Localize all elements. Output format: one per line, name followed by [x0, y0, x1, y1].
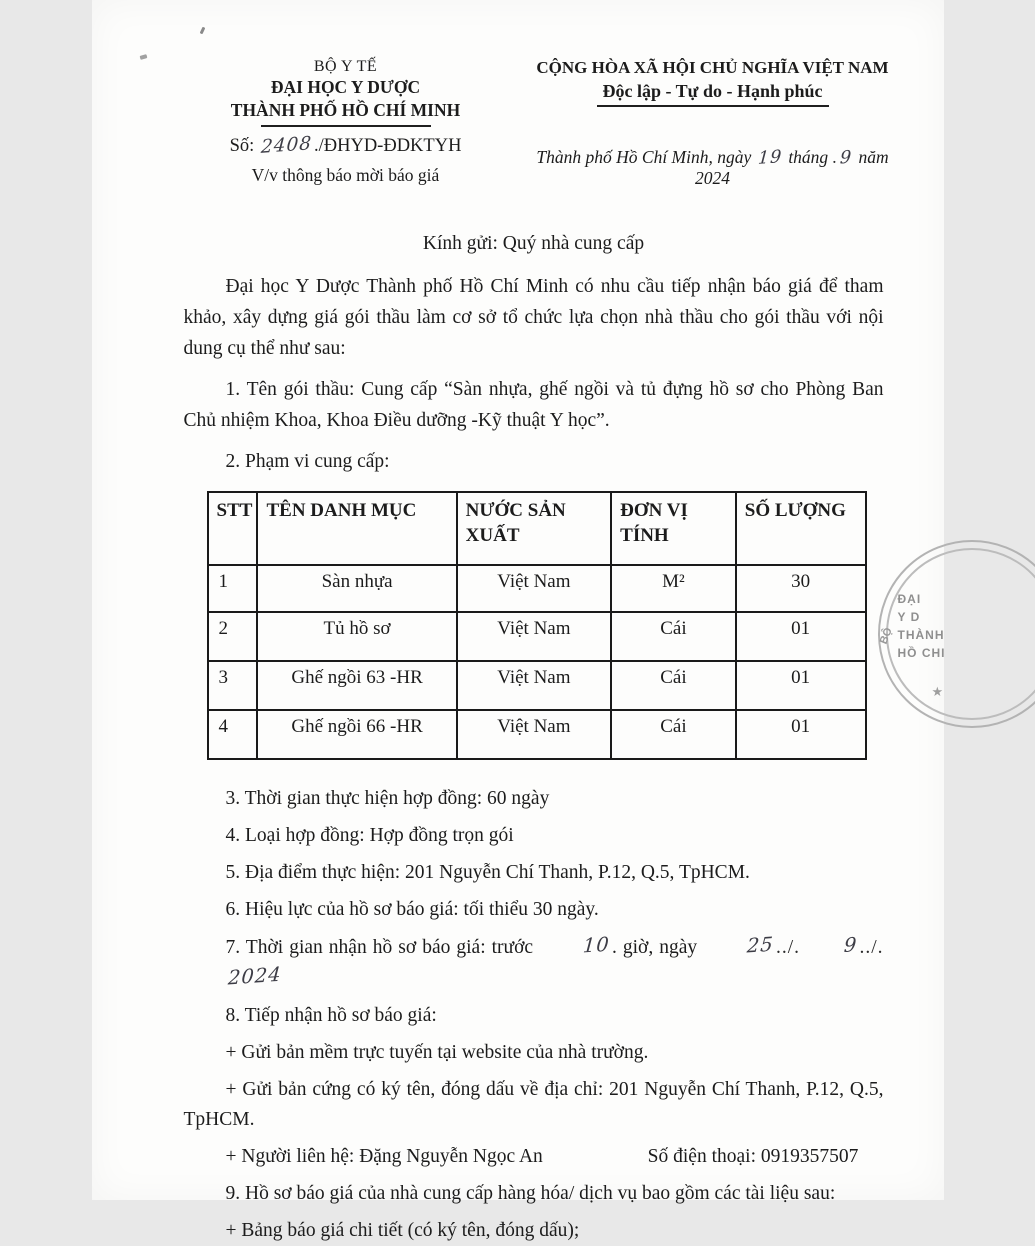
deadline-prefix: 7. Thời gian nhận hồ sơ báo giá: trước: [226, 937, 534, 958]
item-1-package-name: 1. Tên gói thầu: Cung cấp “Sàn nhựa, ghế ngồi và tủ đựng hồ sơ cho Phòng Ban Chủ nhiệm Khoa, Khoa Điều dưỡng -Kỹ thuật Y học”.: [184, 374, 884, 436]
table-row: [208, 565, 866, 612]
cell-stt: 4: [208, 710, 258, 759]
document-header: [92, 0, 944, 189]
deadline-month-handwritten: 9: [799, 930, 860, 964]
cell-origin: Việt Nam: [457, 710, 611, 759]
date-dots: .: [833, 147, 838, 167]
table-row: [208, 710, 866, 759]
conditions-list: [184, 784, 884, 1246]
item-7-deadline: [184, 932, 884, 994]
deadline-year-handwritten: 2024: [183, 959, 285, 996]
cell-unit: Cái: [611, 661, 736, 710]
item-9-documents: 9. Hồ sơ báo giá của nhà cung cấp hàng hóa/ dịch vụ bao gồm các tài liệu sau:: [184, 1179, 884, 1209]
bullet-soft-copy: + Gửi bản mềm trực tuyến tại website của nhà trường.: [184, 1038, 884, 1068]
cell-item-name: Sàn nhựa: [257, 565, 456, 612]
item-2-supply-scope: 2. Phạm vi cung cấp:: [184, 446, 884, 477]
date-suffix: năm 2024: [695, 147, 889, 188]
document-subject: V/v thông báo mời báo giá: [170, 165, 522, 186]
stamp-star-icon: ★: [932, 684, 944, 700]
col-header-stt: STT: [208, 492, 258, 565]
document-body: [92, 233, 944, 1246]
item-4-contract-type: 4. Loại hợp đồng: Hợp đồng trọn gói: [184, 821, 884, 851]
bullet-hard-copy: + Gửi bản cứng có ký tên, đóng dấu về địa chỉ: 201 Nguyễn Chí Thanh, P.12, Q.5, TpHCM.: [184, 1075, 884, 1135]
cell-item-name: Tủ hồ sơ: [257, 612, 456, 661]
stamp-text-line2: Y D: [898, 608, 946, 626]
supply-table-wrapper: [207, 491, 884, 760]
contact-phone: Số điện thoại: 0919357507: [606, 1142, 859, 1172]
cell-quantity: 01: [736, 710, 866, 759]
date-prefix: Thành phố Hồ Chí Minh, ngày: [536, 147, 751, 167]
national-title: CỘNG HÒA XÃ HỘI CHỦ NGHĨA VIỆT NAM: [522, 58, 904, 78]
cell-origin: Việt Nam: [457, 661, 611, 710]
cell-quantity: 01: [736, 612, 866, 661]
cell-item-name: Ghế ngồi 66 -HR: [257, 710, 456, 759]
document-number-handwritten: 2408: [258, 133, 314, 158]
scanned-document-page: [92, 0, 944, 1200]
deadline-sep1: ../.: [776, 937, 800, 958]
date-day-handwritten: 19: [755, 147, 785, 169]
national-motto: Độc lập - Tự do - Hạnh phúc: [522, 81, 904, 102]
stamp-text-line4: HỒ CHI: [898, 644, 946, 662]
org-underline: [261, 125, 431, 127]
cell-unit: Cái: [611, 710, 736, 759]
org-name-line1: ĐẠI HỌC Y DƯỢC: [170, 76, 522, 99]
supply-scope-table: [207, 491, 867, 760]
org-name-line2: THÀNH PHỐ HỒ CHÍ MINH: [170, 99, 522, 122]
cell-item-name: Ghế ngồi 63 -HR: [257, 661, 456, 710]
stamp-text-line3: THÀNH: [898, 626, 946, 644]
cell-stt: 3: [208, 661, 258, 710]
col-header-ten-danh-muc: TÊN DANH MỤC: [257, 492, 456, 565]
cell-origin: Việt Nam: [457, 612, 611, 661]
item-8-receiving: 8. Tiếp nhận hồ sơ báo giá:: [184, 1001, 884, 1031]
contact-line: [184, 1142, 884, 1172]
stamp-ring-text: BỘ: [877, 626, 894, 646]
table-row: [208, 612, 866, 661]
intro-paragraph: Đại học Y Dược Thành phố Hồ Chí Minh có nhu cầu tiếp nhận báo giá để tham khảo, xây dựng giá gói thầu làm cơ sở tổ chức lựa chọn nhà thầu cho gói thầu với nội dung cụ thể như sau:: [184, 271, 884, 364]
deadline-mid: . giờ, ngày: [612, 937, 697, 958]
national-motto-block: [522, 58, 904, 189]
cell-quantity: 30: [736, 565, 866, 612]
place-date-line: [522, 147, 904, 189]
deadline-hour-handwritten: 10: [538, 929, 613, 964]
cell-unit: Cái: [611, 612, 736, 661]
cell-stt: 1: [208, 565, 258, 612]
item-5-location: 5. Địa điểm thực hiện: 201 Nguyễn Chí Thanh, P.12, Q.5, TpHCM.: [184, 858, 884, 888]
date-mid: tháng: [788, 147, 828, 167]
stamp-text-block: [898, 590, 946, 662]
motto-underline: [597, 105, 829, 107]
col-header-don-vi-tinh: ĐƠN VỊ TÍNH: [611, 492, 736, 565]
col-header-nuoc-san-xuat: NƯỚC SẢN XUẤT: [457, 492, 611, 565]
col-header-so-luong: SỐ LƯỢNG: [736, 492, 866, 565]
cell-origin: Việt Nam: [457, 565, 611, 612]
ministry-name: BỘ Y TẾ: [170, 58, 522, 76]
salutation: Kính gửi: Quý nhà cung cấp: [184, 233, 884, 255]
item-6-validity: 6. Hiệu lực của hồ sơ báo giá: tối thiểu 30 ngày.: [184, 895, 884, 925]
date-month-handwritten: 9: [837, 147, 855, 168]
document-number-prefix: Số:: [230, 136, 255, 156]
deadline-day-handwritten: 25: [702, 929, 777, 964]
stamp-text-line1: ĐẠI: [898, 590, 946, 608]
document-number-line: [170, 135, 522, 157]
deadline-sep2: ../.: [859, 937, 883, 958]
document-number-suffix: ./ĐHYD-ĐDKTYH: [314, 136, 461, 156]
cell-quantity: 01: [736, 661, 866, 710]
table-header-row: [208, 492, 866, 565]
bullet-price-sheet: + Bảng báo giá chi tiết (có ký tên, đóng dấu);: [184, 1216, 884, 1246]
contact-person: + Người liên hệ: Đặng Nguyễn Ngọc An: [226, 1146, 543, 1167]
table-row: [208, 661, 866, 710]
cell-stt: 2: [208, 612, 258, 661]
item-3-duration: 3. Thời gian thực hiện hợp đồng: 60 ngày: [184, 784, 884, 814]
issuer-block: [170, 58, 522, 189]
cell-unit: M²: [611, 565, 736, 612]
